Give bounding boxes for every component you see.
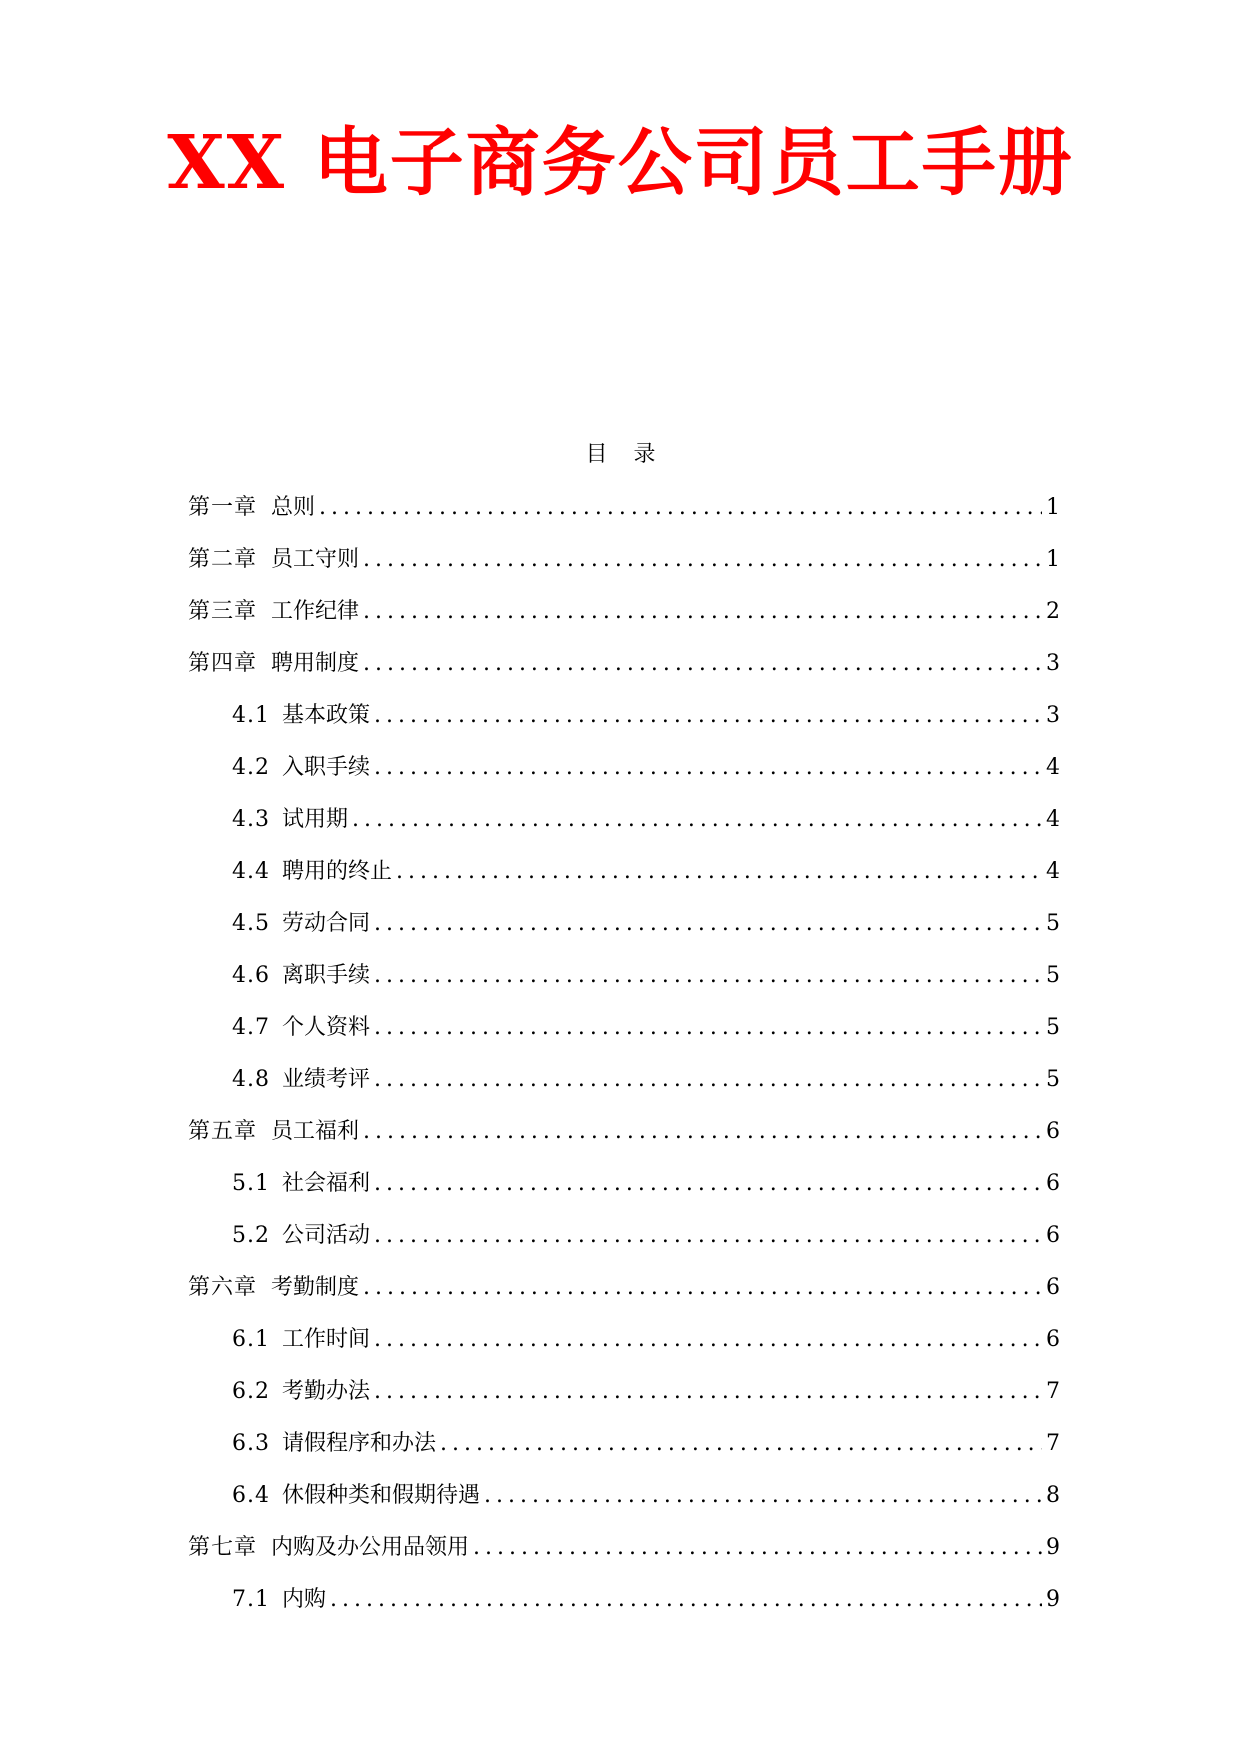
- toc-entry-page-number: 5: [1046, 911, 1060, 936]
- document-title: XX 电子商务公司员工手册: [167, 120, 1074, 206]
- toc-entry-number: 4.6: [232, 963, 270, 988]
- toc-section-5[interactable]: [188, 699, 1060, 751]
- toc-entry-label: [232, 1583, 326, 1617]
- toc-section-12[interactable]: [188, 1063, 1060, 1115]
- toc-entry-number: 4.8: [232, 1067, 270, 1092]
- toc-entry-page-number: 7: [1046, 1379, 1060, 1404]
- toc-dot-leader: [374, 1219, 1042, 1253]
- toc-chapter-3[interactable]: [188, 595, 1060, 647]
- toc-section-20[interactable]: [188, 1479, 1060, 1531]
- toc-entry-title: 基本政策: [282, 703, 371, 728]
- toc-entry-title: 工作时间: [282, 1327, 371, 1352]
- toc-section-7[interactable]: [188, 803, 1060, 855]
- toc-entry-number: 5.2: [232, 1223, 270, 1248]
- toc-entry-label: [232, 1323, 370, 1357]
- toc-section-11[interactable]: [188, 1011, 1060, 1063]
- toc-entry-label: [188, 543, 359, 577]
- toc-entry-label: [232, 1011, 370, 1045]
- toc-dot-leader: [374, 1011, 1042, 1045]
- toc-dot-leader: [374, 1167, 1042, 1201]
- toc-entry-page-number: 6: [1046, 1119, 1060, 1144]
- toc-entry-page-number: 1: [1046, 495, 1060, 520]
- toc-entry-title: 社会福利: [282, 1171, 371, 1196]
- toc-entry-label: [232, 699, 370, 733]
- toc-entry-number: 第一章: [188, 495, 258, 520]
- toc-chapter-13[interactable]: [188, 1115, 1060, 1167]
- toc-entry-label: [188, 1531, 469, 1565]
- toc-entry-title: 聘用的终止: [282, 859, 393, 884]
- toc-entry-page-number: 9: [1046, 1587, 1060, 1612]
- toc-section-15[interactable]: [188, 1219, 1060, 1271]
- toc-chapter-21[interactable]: [188, 1531, 1060, 1583]
- toc-entry-number: 4.2: [232, 755, 270, 780]
- toc-chapter-4[interactable]: [188, 647, 1060, 699]
- toc-entry-label: [232, 907, 370, 941]
- toc-entry-title: 入职手续: [282, 755, 371, 780]
- toc-entry-label: [232, 803, 348, 837]
- toc-entry-page-number: 4: [1046, 755, 1060, 780]
- toc-entry-number: 第二章: [188, 547, 258, 572]
- toc-entry-title: 劳动合同: [282, 911, 371, 936]
- toc-section-14[interactable]: [188, 1167, 1060, 1219]
- toc-entry-page-number: 6: [1046, 1275, 1060, 1300]
- toc-section-9[interactable]: [188, 907, 1060, 959]
- toc-dot-leader: [374, 1323, 1042, 1357]
- toc-dot-leader: [374, 751, 1042, 785]
- toc-section-19[interactable]: [188, 1427, 1060, 1479]
- toc-section-8[interactable]: [188, 855, 1060, 907]
- toc-entry-number: 6.1: [232, 1327, 270, 1352]
- toc-dot-leader: [396, 855, 1042, 889]
- toc-entry-title: 员工守则: [271, 547, 360, 572]
- toc-dot-leader: [374, 1063, 1042, 1097]
- toc-entry-number: 7.1: [232, 1587, 270, 1612]
- toc-dot-leader: [363, 1115, 1042, 1149]
- toc-dot-leader: [352, 803, 1042, 837]
- toc-dot-leader: [363, 543, 1042, 577]
- toc-chapter-1[interactable]: [188, 491, 1060, 543]
- toc-entry-label: [232, 1219, 370, 1253]
- toc-entry-title: 个人资料: [282, 1015, 371, 1040]
- toc-entry-page-number: 5: [1046, 1015, 1060, 1040]
- toc-entry-label: [232, 1427, 436, 1461]
- toc-heading: 目录: [585, 442, 682, 467]
- toc-entry-label: [232, 855, 392, 889]
- toc-entry-page-number: 4: [1046, 807, 1060, 832]
- toc-section-17[interactable]: [188, 1323, 1060, 1375]
- toc-entry-page-number: 5: [1046, 963, 1060, 988]
- toc-entry-title: 公司活动: [282, 1223, 371, 1248]
- toc-section-6[interactable]: [188, 751, 1060, 803]
- toc-entry-title: 聘用制度: [271, 651, 360, 676]
- toc-section-18[interactable]: [188, 1375, 1060, 1427]
- toc-entry-number: 第五章: [188, 1119, 258, 1144]
- toc-dot-leader: [374, 959, 1042, 993]
- toc-dot-leader: [330, 1583, 1042, 1617]
- toc-entry-label: [232, 1167, 370, 1201]
- toc-entry-title: 考勤办法: [282, 1379, 371, 1404]
- toc-entry-title: 考勤制度: [271, 1275, 360, 1300]
- toc-entry-number: 6.4: [232, 1483, 270, 1508]
- toc-entry-number: 第四章: [188, 651, 258, 676]
- toc-entry-page-number: 3: [1046, 703, 1060, 728]
- toc-entry-page-number: 4: [1046, 859, 1060, 884]
- toc-entry-number: 6.2: [232, 1379, 270, 1404]
- toc-entry-title: 试用期: [282, 807, 349, 832]
- toc-entry-page-number: 6: [1046, 1223, 1060, 1248]
- toc-entry-page-number: 6: [1046, 1327, 1060, 1352]
- toc-entry-page-number: 1: [1046, 547, 1060, 572]
- toc-entry-label: [232, 1375, 370, 1409]
- toc-dot-leader: [319, 491, 1042, 525]
- toc-entry-number: 第三章: [188, 599, 258, 624]
- toc-entry-label: [232, 1063, 370, 1097]
- toc-entry-number: 4.4: [232, 859, 270, 884]
- toc-dot-leader: [363, 595, 1042, 629]
- toc-entry-number: 5.1: [232, 1171, 270, 1196]
- toc-dot-leader: [374, 699, 1042, 733]
- toc-entry-page-number: 8: [1046, 1483, 1060, 1508]
- toc-dot-leader: [440, 1427, 1042, 1461]
- toc-entry-title: 员工福利: [271, 1119, 360, 1144]
- toc-entry-title: 内购: [282, 1587, 327, 1612]
- toc-section-10[interactable]: [188, 959, 1060, 1011]
- toc-entry-title: 业绩考评: [282, 1067, 371, 1092]
- toc-entry-page-number: 3: [1046, 651, 1060, 676]
- toc-entry-label: [188, 1115, 359, 1149]
- toc-entry-title: 工作纪律: [271, 599, 360, 624]
- toc-entry-title: 请假程序和办法: [282, 1431, 437, 1456]
- toc-entry-label: [188, 491, 315, 525]
- toc-entry-label: [188, 647, 359, 681]
- toc-entry-title: 休假种类和假期待遇: [282, 1483, 481, 1508]
- toc-entry-number: 第七章: [188, 1535, 258, 1560]
- toc-entry-page-number: 5: [1046, 1067, 1060, 1092]
- toc-section-22[interactable]: [188, 1583, 1060, 1635]
- toc-entry-number: 6.3: [232, 1431, 270, 1456]
- toc-entry-label: [232, 1479, 480, 1513]
- toc-dot-leader: [363, 647, 1042, 681]
- toc-dot-leader: [484, 1479, 1042, 1513]
- toc-entry-title: 总则: [271, 495, 316, 520]
- toc-entry-page-number: 2: [1046, 599, 1060, 624]
- toc-entry-page-number: 9: [1046, 1535, 1060, 1560]
- toc-entry-title: 内购及办公用品领用: [271, 1535, 470, 1560]
- toc-entry-number: 4.7: [232, 1015, 270, 1040]
- toc-dot-leader: [473, 1531, 1042, 1565]
- toc-entry-number: 4.1: [232, 703, 270, 728]
- table-of-contents: [188, 491, 1060, 1635]
- toc-entry-label: [232, 959, 370, 993]
- toc-dot-leader: [374, 907, 1042, 941]
- toc-entry-title: 离职手续: [282, 963, 371, 988]
- toc-entry-number: 4.3: [232, 807, 270, 832]
- toc-chapter-16[interactable]: [188, 1271, 1060, 1323]
- toc-entry-label: [232, 751, 370, 785]
- toc-entry-label: [188, 595, 359, 629]
- toc-dot-leader: [374, 1375, 1042, 1409]
- toc-entry-page-number: 6: [1046, 1171, 1060, 1196]
- toc-entry-number: 第六章: [188, 1275, 258, 1300]
- toc-dot-leader: [363, 1271, 1042, 1305]
- toc-entry-number: 4.5: [232, 911, 270, 936]
- toc-entry-page-number: 7: [1046, 1431, 1060, 1456]
- toc-entry-label: [188, 1271, 359, 1305]
- toc-chapter-2[interactable]: [188, 543, 1060, 595]
